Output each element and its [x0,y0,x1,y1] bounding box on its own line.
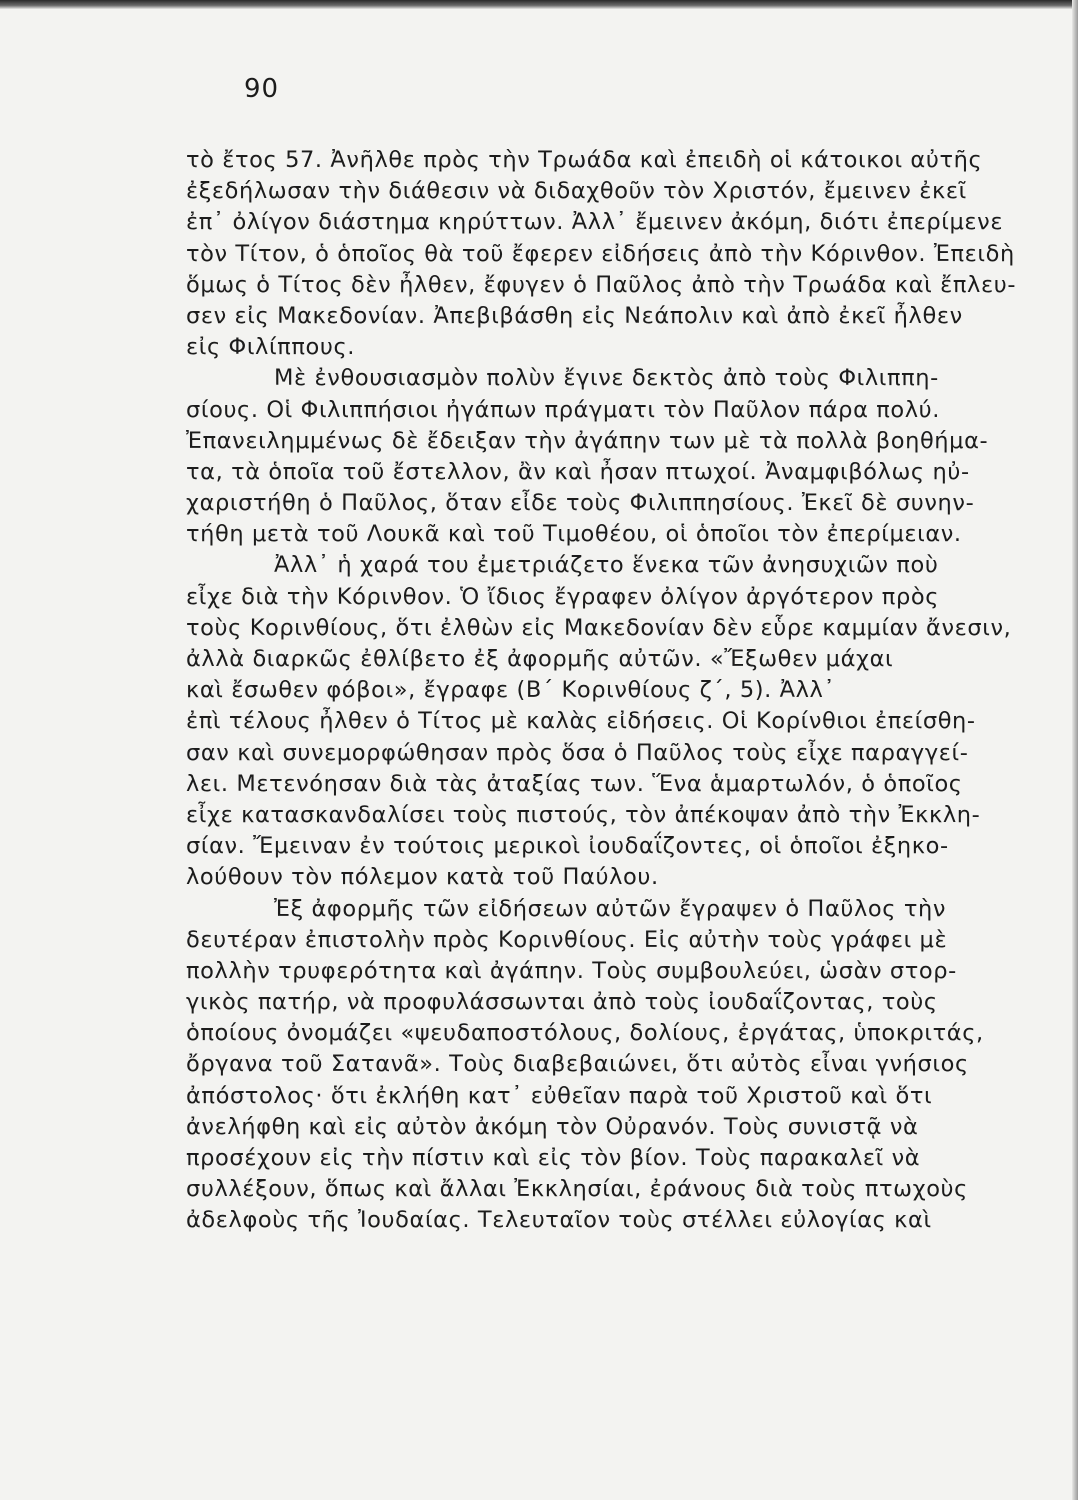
text-line: σεν εἰς Μακεδονίαν. Ἀπεβιβάσθη εἰς Νεάπολιν καὶ ἀπὸ ἐκεῖ ἦλθεν [186,302,963,329]
paragraph [186,363,1046,550]
text-line: Ἐπανειλημμένως δὲ ἔδειξαν τὴν ἀγάπην των μὲ τὰ πολλὰ βοηθήμα- [186,427,989,454]
text-line: τα, τὰ ὁποῖα τοῦ ἔστελλον, ἂν καὶ ἦσαν πτωχοί. Ἀναμφιβόλως ηὐ- [186,458,970,485]
text-line: εἶχε διὰ τὴν Κόρινθον. Ὁ ἴδιος ἔγραφεν ὀλίγον ἀργότερον πρὸς [186,583,940,610]
text-line: Ἐξ ἀφορμῆς τῶν εἰδήσεων αὐτῶν ἔγραψεν ὁ Παῦλος τὴν [274,895,947,922]
page-right-edge [1072,0,1078,1500]
text-line: ἀλλὰ διαρκῶς ἐθλίβετο ἐξ ἀφορμῆς αὐτῶν. «Ἔξωθεν μάχαι [186,646,894,672]
page-number: 90 [244,74,280,104]
text-line: ὅμως ὁ Τίτος δὲν ἦλθεν, ἔφυγεν ὁ Παῦλος ἀπὸ τὴν Τρωάδα καὶ ἔπλευ- [186,271,1017,298]
text-line: ἀπόστολος· ὅτι ἐκλήθη κατ᾽ εὐθεῖαν παρὰ τοῦ Χριστοῦ καὶ ὅτι [186,1082,933,1109]
paragraph [186,550,1046,893]
text-line: ἀδελφοὺς τῆς Ἰουδαίας. Τελευταῖον τοὺς στέλλει εὐλογίας καὶ [186,1207,932,1234]
text-line: ὄργανα τοῦ Σατανᾶ». Τοὺς διαβεβαιώνει, ὅτι αὐτὸς εἶναι γνήσιος [186,1051,969,1078]
text-line: εἶχε κατασκανδαλίσει τοὺς πιστούς, τὸν ἀπέκοψαν ἀπὸ τὴν Ἐκκλη- [186,801,981,828]
body-text [186,145,1046,1237]
text-line: Ἀλλ᾽ ἡ χαρά του ἐμετριάζετο ἕνεκα τῶν ἀνησυχιῶν ποὺ [274,552,939,579]
text-line: τὸ ἔτος 57. Ἀνῆλθε πρὸς τὴν Τρωάδα καὶ ἐπειδὴ οἱ κάτοικοι αὐτῆς [186,147,983,173]
text-line: ἐπ᾽ ὀλίγον διάστημα κηρύττων. Ἀλλ᾽ ἔμεινεν ἀκόμη, διότι ἐπερίμενε [186,209,1004,236]
text-line: σαν καὶ συνεμορφώθησαν πρὸς ὅσα ὁ Παῦλος τοὺς εἶχε παραγγεί- [186,739,969,766]
text-line: ἀνελήφθη καὶ εἰς αὐτὸν ἀκόμη τὸν Οὐρανόν. Τοὺς συνιστᾷ νὰ [186,1113,919,1140]
text-line: προσέχουν εἰς τὴν πίστιν καὶ εἰς τὸν βίον. Τοὺς παρακαλεῖ νὰ [186,1145,921,1171]
text-line: ἐπὶ τέλους ἦλθεν ὁ Τίτος μὲ καλὰς εἰδήσεις. Οἱ Κορίνθιοι ἐπείσθη- [186,708,976,735]
text-line: ἐξεδήλωσαν τὴν διάθεσιν νὰ διδαχθοῦν τὸν Χριστόν, ἔμεινεν ἐκεῖ [186,178,967,205]
text-line: τήθη μετὰ τοῦ Λουκᾶ καὶ τοῦ Τιμοθέου, οἱ ὁποῖοι τὸν ἐπερίμειαν. [186,521,962,548]
text-line: σίους. Οἱ Φιλιππήσιοι ἠγάπων πράγματι τὸν Παῦλον πάρα πολύ. [186,396,941,423]
text-line: πολλὴν τρυφερότητα καὶ ἀγάπην. Τοὺς συμβουλεύει, ὡσὰν στορ- [186,957,957,984]
paragraph [186,145,1046,363]
text-line: χαριστήθη ὁ Παῦλος, ὅταν εἶδε τοὺς Φιλιππησίους. Ἐκεῖ δὲ συνην- [186,490,975,517]
text-line: συλλέξουν, ὅπως καὶ ἄλλαι Ἐκκλησίαι, ἐράνους διὰ τοὺς πτωχοὺς [186,1176,968,1203]
text-line: σίαν. Ἔμειναν ἐν τούτοις μερικοὶ ἰουδαΐζοντες, οἱ ὁποῖοι ἐξηκο- [186,833,949,860]
text-line: ὁποίους ὀνομάζει «ψευδαποστόλους, δολίους, ἐργάτας, ὑποκριτάς, [186,1020,984,1047]
text-line: Μὲ ἐνθουσιασμὸν πολὺν ἔγινε δεκτὸς ἀπὸ τοὺς Φιλιππη- [274,365,939,392]
text-line: λει. Μετενόησαν διὰ τὰς ἀταξίας των. Ἕνα ἁμαρτωλόν, ὁ ὁποῖος [186,770,963,797]
text-line: καὶ ἔσωθεν φόβοι», ἔγραφε (Β΄ Κορινθίους ζ΄, 5). Ἀλλ᾽ [186,677,836,704]
text-line: εἰς Φιλίππους. [186,334,356,361]
text-line: τοὺς Κορινθίους, ὅτι ἐλθὼν εἰς Μακεδονίαν δὲν εὗρε καμμίαν ἄνεσιν, [186,614,1012,641]
paragraph [186,894,1046,1237]
text-line: δευτέραν ἐπιστολὴν πρὸς Κορινθίους. Εἰς αὐτὴν τοὺς γράφει μὲ [186,926,948,953]
text-line: λούθουν τὸν πόλεμον κατὰ τοῦ Παύλου. [186,864,659,891]
page-top-edge [0,0,1078,9]
text-line: γικὸς πατήρ, νὰ προφυλάσσωνται ἀπὸ τοὺς ἰουδαΐζοντας, τοὺς [186,989,938,1016]
text-line: τὸν Τίτον, ὁ ὁποῖος θὰ τοῦ ἔφερεν εἰδήσεις ἀπὸ τὴν Κόρινθον. Ἐπειδὴ [186,240,1015,267]
